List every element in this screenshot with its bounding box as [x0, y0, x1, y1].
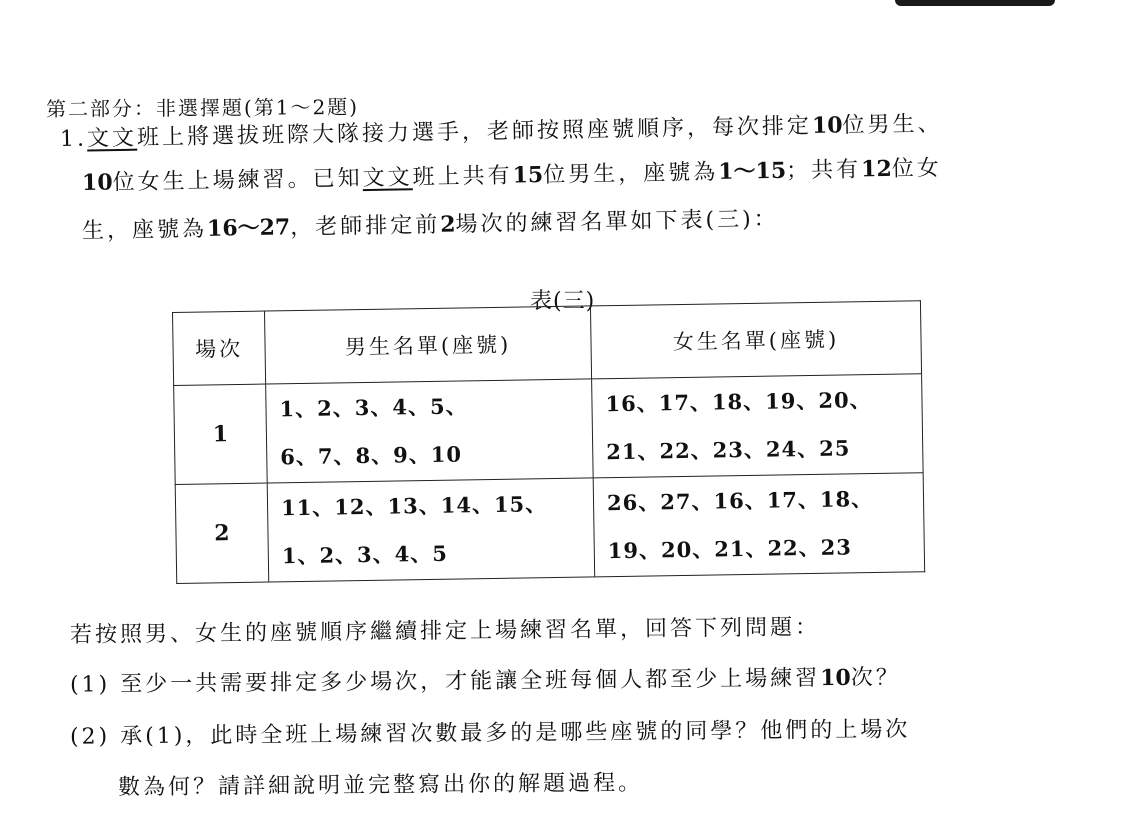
question-number-value: 12 [860, 155, 893, 183]
question-number-value: 1～15 [718, 157, 787, 185]
boys-list-line: 1、2、3、4、5 [281, 540, 449, 569]
question-number-value: 10 [81, 169, 113, 196]
question-text: 位女 [891, 155, 943, 182]
question-number-value: 15 [512, 161, 544, 189]
question-text: 位男生，座號為 [543, 159, 719, 188]
subquestion-text: (1) 至少一共需要排定多少場次，才能讓全班每個人都至少上場練習 [69, 666, 821, 698]
girls-list [593, 473, 925, 577]
subquestion-text: 次？ [850, 665, 901, 691]
question-text: 位男生、 [842, 111, 943, 139]
question-text: ；共有 [785, 157, 862, 184]
boys-list-line: 1、2、3、4、5、 [279, 393, 468, 422]
question-text: 班上將選拔班際大隊接力選手，老師按照座號順序，每次排定 [136, 113, 813, 151]
subquestion-number-value: 10 [820, 664, 851, 692]
table-caption: 表(三) [530, 289, 596, 314]
question-number-value: 10 [811, 112, 843, 139]
table-row [174, 374, 923, 485]
question-text: 位女生上場練習。已知 [112, 166, 363, 196]
round-number: 1 [174, 384, 268, 484]
header-girls: 女生名單(座號) [590, 301, 921, 379]
subquestion-1 [70, 660, 901, 698]
question-number: 1. [59, 126, 88, 152]
boys-list [267, 478, 595, 582]
question-number-value: 2 [440, 211, 456, 238]
girls-list-line: 16、17、18、19、20、 [605, 387, 872, 417]
question-text: 生，座號為 [81, 216, 208, 244]
boys-list-line: 11、12、13、14、15、 [280, 491, 548, 521]
girls-list-line: 19、20、21、22、23 [607, 534, 853, 564]
question-1-line-3 [82, 202, 779, 245]
class-name: 文文 [86, 125, 138, 152]
subquestion-2-line-2: 數為何？請詳細說明並完整寫出你的解題過程。 [117, 770, 644, 801]
boys-list-line: 6、7、8、9、10 [280, 441, 463, 470]
question-number-value: 16～27 [206, 214, 291, 242]
table-header-row [173, 301, 922, 386]
header-boys: 男生名單(座號) [264, 306, 591, 384]
round-number: 2 [175, 483, 269, 583]
boys-list [266, 379, 594, 483]
scan-mark [895, 0, 1055, 6]
section-title: 第二部分：非選擇題(第1～2題) [45, 94, 360, 122]
question-text: ，老師排定前 [290, 212, 441, 241]
girls-list [592, 374, 924, 478]
girls-list-line: 21、22、23、24、25 [606, 435, 851, 465]
header-round: 場次 [173, 311, 266, 385]
table-row [175, 473, 924, 584]
girls-list-line: 26、27、16、17、18、 [606, 486, 874, 516]
practice-roster-table [172, 300, 925, 584]
class-name: 文文 [362, 165, 413, 192]
instruction-text: 若按照男、女生的座號順序繼續排定上場練習名單，回答下列問題： [69, 615, 821, 648]
question-text: 班上共有 [412, 163, 513, 191]
question-1-line-2 [82, 151, 942, 197]
subquestion-2-line-1: (2) 承(1)，此時全班上場練習次數最多的是哪些座號的同學？他們的上場次 [69, 717, 911, 750]
question-text: 場次的練習名單如下表(三)： [455, 206, 779, 238]
